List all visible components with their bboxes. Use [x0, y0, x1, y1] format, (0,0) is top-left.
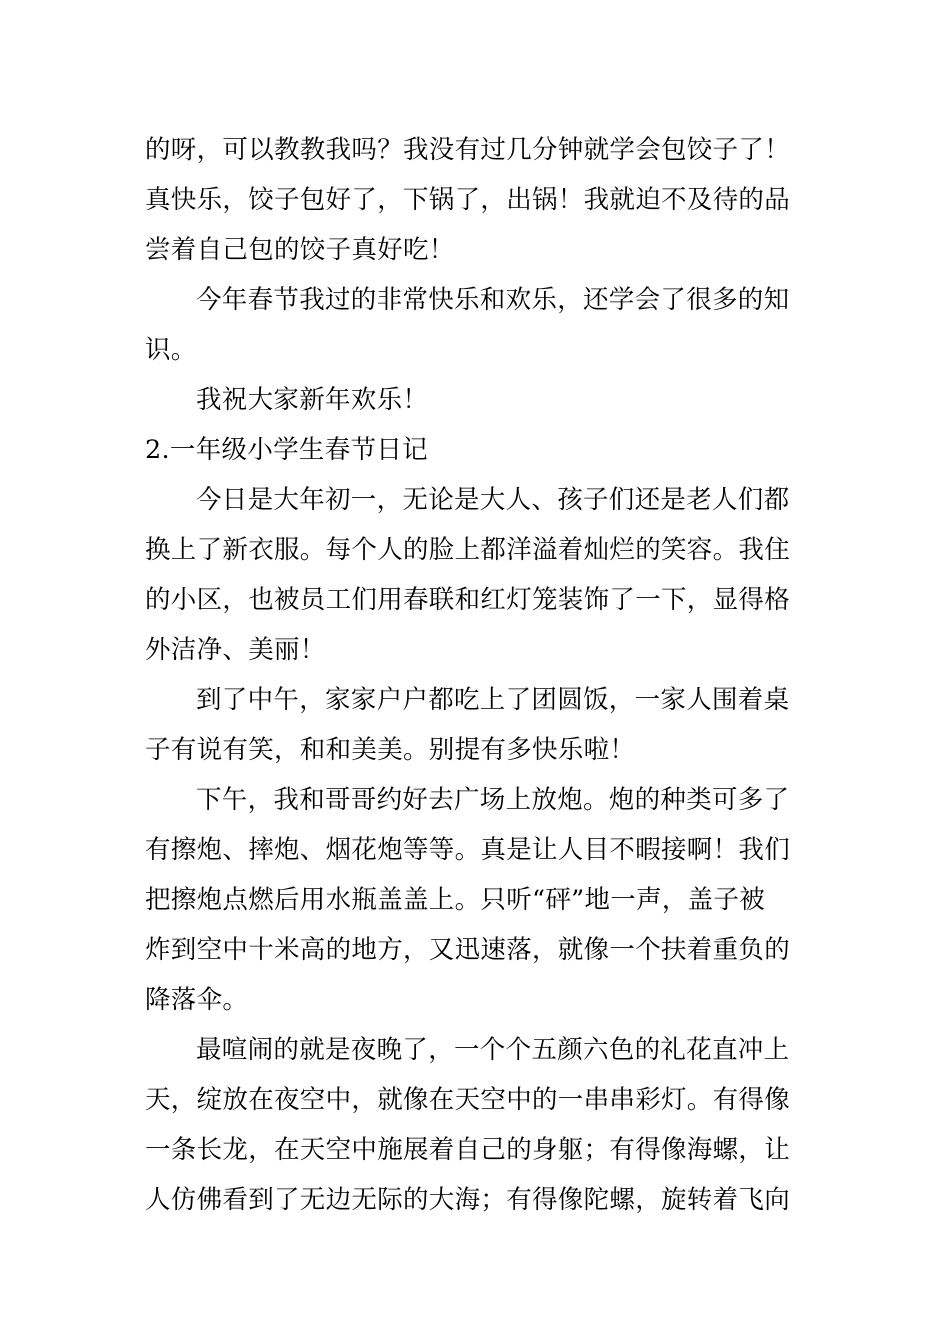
paragraph-first-line: 今日是大年初一，无论是大人、孩子们还是老人们都 [196, 485, 790, 515]
paragraph-first-line: 我祝大家新年欢乐！ [196, 385, 429, 415]
text-line: 识。 [145, 335, 197, 365]
text-line: 把擦炮点燃后用水瓶盖盖上。只听“砰”地一声，盖子被 [145, 885, 766, 915]
text-line: 子有说有笑，和和美美。别提有多快乐啦！ [145, 735, 636, 765]
text-line: 一条长龙，在天空中施展着自己的身躯；有得像海螺，让 [145, 1135, 791, 1165]
paragraph-first-line: 下午，我和哥哥约好去广场上放炮。炮的种类可多了 [196, 785, 790, 815]
section-heading: 2.一年级小学生春节日记 [145, 435, 428, 465]
text-line: 换上了新衣服。每个人的脸上都洋溢着灿烂的笑容。我住 [145, 535, 791, 565]
text-line: 尝着自己包的饺子真好吃！ [145, 235, 455, 265]
paragraph-first-line: 到了中午，家家户户都吃上了团圆饭，一家人围着桌 [196, 685, 790, 715]
text-line: 炸到空中十米高的地方，又迅速落，就像一个扶着重负的 [145, 935, 791, 965]
text-line: 的小区，也被员工们用春联和红灯笼装饰了一下，显得格 [145, 585, 791, 615]
text-line: 的呀，可以教教我吗？我没有过几分钟就学会包饺子了！ [145, 135, 791, 165]
text-line: 有擦炮、摔炮、烟花炮等等。真是让人目不暇接啊！我们 [145, 835, 791, 865]
text-line: 人仿佛看到了无边无际的大海；有得像陀螺，旋转着飞向 [145, 1185, 791, 1215]
text-line: 天，绽放在夜空中，就像在天空中的一串串彩灯。有得像 [145, 1085, 791, 1115]
paragraph-first-line: 最喧闹的就是夜晚了，一个个五颜六色的礼花直冲上 [196, 1035, 790, 1065]
text-line: 真快乐，饺子包好了，下锅了，出锅！我就迫不及待的品 [145, 185, 791, 215]
text-line: 外洁净、美丽！ [145, 635, 326, 665]
paragraph-first-line: 今年春节我过的非常快乐和欢乐，还学会了很多的知 [196, 285, 790, 315]
text-line: 降落伞。 [145, 985, 249, 1015]
